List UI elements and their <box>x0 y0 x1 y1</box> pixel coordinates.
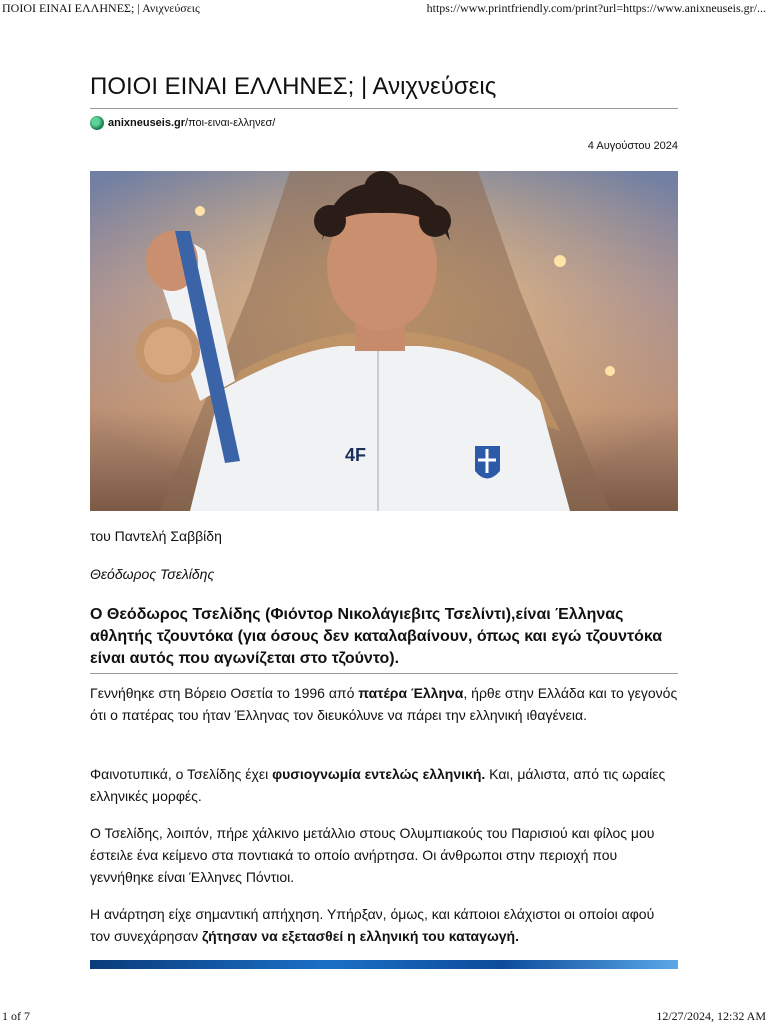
print-header <box>0 1 768 17</box>
subject-name: Θεόδωρος Τσελίδης <box>90 566 215 582</box>
article-title: ΠΟΙΟΙ ΕΙΝΑΙ ΕΛΛΗΝΕΣ; | Ανιχνεύσεις <box>90 73 497 100</box>
paragraph-3: Ο Τσελίδης, λοιπόν, πήρε χάλκινο μετάλλιο στους Ολυμπιακούς του Παρισιού και φίλος μου έστειλε ένα κείμενο στα ποντιακά το οποίο ανήρτησα. Οι άνθρωποι στην περιοχή που γεννήθηκε είναι Έλληνες Πόντιοι. <box>90 825 655 885</box>
byline: του Παντελή Σαββίδη <box>90 528 222 544</box>
lead-paragraph: Ο Θεόδωρος Τσελίδης (Φιόντορ Νικολάγιεβιτς Τσελίντι),είναι Έλληνας αθλητής τζουντόκα (για όσους δεν καταλαβαίνουν, όπως και εγώ τζουντόκα είναι αυτός που αγωνίζεται στο τζούντο). <box>90 606 663 667</box>
paragraph-2: Φαινοτυπικά, ο Τσελίδης έχει φυσιογνωμία εντελώς ελληνική. Και, μάλιστα, από τις ωραίες ελληνικές μορφές. <box>90 766 666 804</box>
source-domain: anixneuseis.gr <box>108 117 186 129</box>
lead-divider <box>90 673 678 674</box>
print-footer <box>0 1009 768 1025</box>
brand-logo: 4F <box>345 445 367 465</box>
print-timestamp: 12/27/2024, 12:32 AM <box>656 1009 766 1023</box>
article-date: 4 Αυγούστου 2024 <box>587 140 678 152</box>
globe-icon <box>90 116 104 130</box>
paragraph-1: Γεννήθηκε στη Βόρειο Οσετία το 1996 από πατέρα Έλληνα, ήρθε στην Ελλάδα και το γεγονός ότι ο πατέρας του ήταν Έλληνας τον διευκόλυνε να πάρει την ελληνική ιθαγένεια. <box>90 685 678 723</box>
page-count: 1 of 7 <box>2 1009 30 1023</box>
next-image-strip <box>90 960 678 969</box>
source-path: /ποι-ειναι-ελληνεσ/ <box>185 117 276 129</box>
paragraph-4: Η ανάρτηση είχε σημαντική απήχηση. Υπήρξαν, όμως, και κάποιοι ελάχιστοι οι οποίοι αφού τον συνεχάρησαν ζήτησαν να εξετασθεί η ελληνική του καταγωγή. <box>90 906 655 944</box>
source-link[interactable] <box>90 114 275 132</box>
hero-illustration <box>90 171 678 511</box>
title-divider <box>90 108 678 109</box>
hero-image <box>90 171 678 511</box>
print-page-title: ΠΟΙΟΙ ΕΙΝΑΙ ΕΛΛΗΝΕΣ; | Ανιχνεύσεις <box>2 1 200 15</box>
print-url[interactable]: https://www.printfriendly.com/print?url=https://www.anixneuseis.gr/... <box>426 1 766 15</box>
